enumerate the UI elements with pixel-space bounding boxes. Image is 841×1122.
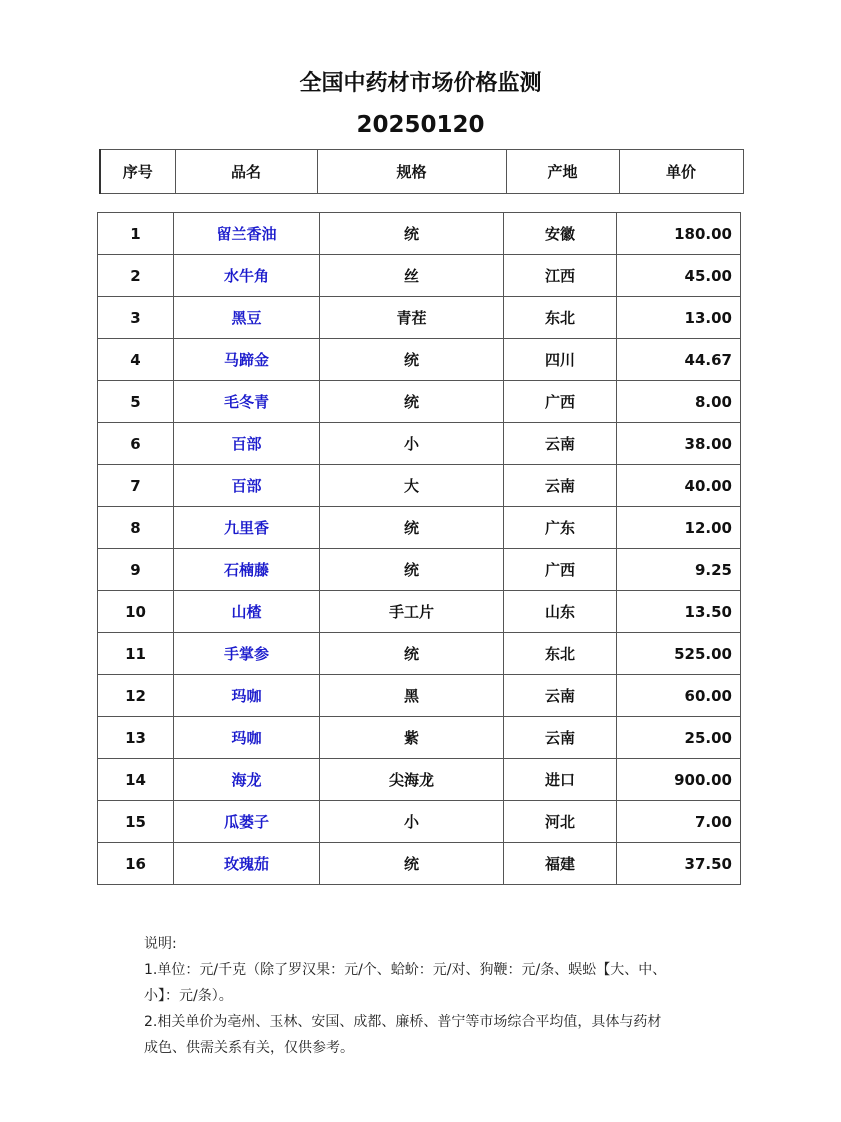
cell-price: 37.50 [617, 843, 741, 885]
cell-index: 7 [98, 465, 174, 507]
notes-line: 小】：元/条）。 [144, 988, 233, 1004]
cell-index: 12 [98, 675, 174, 717]
cell-price: 180.00 [617, 213, 741, 255]
table-row [98, 633, 741, 675]
cell-spec: 统 [320, 507, 504, 549]
table-row [98, 591, 741, 633]
table-row [98, 297, 741, 339]
cell-index: 3 [98, 297, 174, 339]
cell-spec: 统 [320, 549, 504, 591]
cell-name: 马蹄金 [174, 339, 320, 381]
cell-price: 7.00 [617, 801, 741, 843]
cell-origin: 山东 [504, 591, 617, 633]
cell-price: 13.00 [617, 297, 741, 339]
cell-price: 525.00 [617, 633, 741, 675]
notes-line: 2.相关单价为亳州、玉林、安国、成都、廉桥、普宁等市场综合平均值，具体与药材 [144, 1014, 662, 1030]
cell-name: 留兰香油 [174, 213, 320, 255]
cell-spec: 大 [320, 465, 504, 507]
header-index: 序号 [100, 150, 175, 194]
cell-name: 水牛角 [174, 255, 320, 297]
cell-spec: 紫 [320, 717, 504, 759]
column-header-row [100, 150, 743, 194]
cell-name: 玛咖 [174, 717, 320, 759]
table-row [98, 423, 741, 465]
cell-name: 瓜蒌子 [174, 801, 320, 843]
cell-index: 1 [98, 213, 174, 255]
notes-line: 成色、供需关系有关，仅供参考。 [144, 1040, 354, 1056]
table-row [98, 507, 741, 549]
cell-index: 16 [98, 843, 174, 885]
cell-index: 5 [98, 381, 174, 423]
cell-origin: 广西 [504, 381, 617, 423]
cell-price: 13.50 [617, 591, 741, 633]
cell-price: 8.00 [617, 381, 741, 423]
header-price: 单价 [619, 150, 743, 194]
cell-index: 15 [98, 801, 174, 843]
cell-origin: 河北 [504, 801, 617, 843]
cell-spec: 统 [320, 843, 504, 885]
cell-name: 玛咖 [174, 675, 320, 717]
cell-spec: 手工片 [320, 591, 504, 633]
page-title: 全国中药材市场价格监测 [299, 71, 542, 96]
notes-line: 1.单位：元/千克（除了罗汉果：元/个、蛤蚧：元/对、狗鞭：元/条、蜈蚣【大、中、 [144, 962, 667, 978]
cell-name: 山楂 [174, 591, 320, 633]
cell-price: 60.00 [617, 675, 741, 717]
cell-name: 九里香 [174, 507, 320, 549]
cell-spec: 小 [320, 423, 504, 465]
cell-index: 10 [98, 591, 174, 633]
table-row [98, 717, 741, 759]
table-row [98, 843, 741, 885]
cell-index: 14 [98, 759, 174, 801]
cell-index: 9 [98, 549, 174, 591]
cell-index: 6 [98, 423, 174, 465]
table-row [98, 339, 741, 381]
cell-spec: 统 [320, 213, 504, 255]
table-row [98, 675, 741, 717]
cell-index: 2 [98, 255, 174, 297]
cell-spec: 尖海龙 [320, 759, 504, 801]
cell-index: 13 [98, 717, 174, 759]
table-row [98, 213, 741, 255]
cell-spec: 黑 [320, 675, 504, 717]
cell-origin: 云南 [504, 423, 617, 465]
cell-name: 石楠藤 [174, 549, 320, 591]
header-spec: 规格 [317, 150, 506, 194]
cell-price: 40.00 [617, 465, 741, 507]
cell-origin: 福建 [504, 843, 617, 885]
cell-spec: 小 [320, 801, 504, 843]
cell-price: 900.00 [617, 759, 741, 801]
cell-spec: 丝 [320, 255, 504, 297]
table-row [98, 801, 741, 843]
cell-price: 44.67 [617, 339, 741, 381]
cell-name: 毛冬青 [174, 381, 320, 423]
cell-spec: 统 [320, 339, 504, 381]
cell-origin: 东北 [504, 633, 617, 675]
cell-name: 手掌参 [174, 633, 320, 675]
cell-origin: 东北 [504, 297, 617, 339]
cell-name: 玫瑰茄 [174, 843, 320, 885]
cell-price: 45.00 [617, 255, 741, 297]
cell-origin: 广东 [504, 507, 617, 549]
cell-spec: 统 [320, 633, 504, 675]
cell-name: 百部 [174, 423, 320, 465]
cell-origin: 四川 [504, 339, 617, 381]
column-header-table [99, 149, 744, 194]
cell-name: 百部 [174, 465, 320, 507]
cell-index: 11 [98, 633, 174, 675]
cell-origin: 江西 [504, 255, 617, 297]
table-row [98, 759, 741, 801]
header-origin: 产地 [506, 150, 619, 194]
table-row [98, 465, 741, 507]
cell-index: 8 [98, 507, 174, 549]
cell-spec: 统 [320, 381, 504, 423]
cell-origin: 云南 [504, 465, 617, 507]
cell-origin: 进口 [504, 759, 617, 801]
cell-origin: 云南 [504, 675, 617, 717]
price-table [97, 212, 741, 885]
cell-price: 38.00 [617, 423, 741, 465]
cell-spec: 青茬 [320, 297, 504, 339]
report-date: 20250120 [356, 112, 485, 138]
cell-price: 12.00 [617, 507, 741, 549]
cell-price: 9.25 [617, 549, 741, 591]
notes-section [144, 931, 704, 1061]
cell-origin: 云南 [504, 717, 617, 759]
header-name: 品名 [175, 150, 317, 194]
table-row [98, 549, 741, 591]
table-row [98, 381, 741, 423]
cell-origin: 广西 [504, 549, 617, 591]
notes-heading: 说明: [144, 936, 177, 952]
cell-price: 25.00 [617, 717, 741, 759]
cell-name: 海龙 [174, 759, 320, 801]
table-row [98, 255, 741, 297]
cell-name: 黑豆 [174, 297, 320, 339]
cell-origin: 安徽 [504, 213, 617, 255]
cell-index: 4 [98, 339, 174, 381]
